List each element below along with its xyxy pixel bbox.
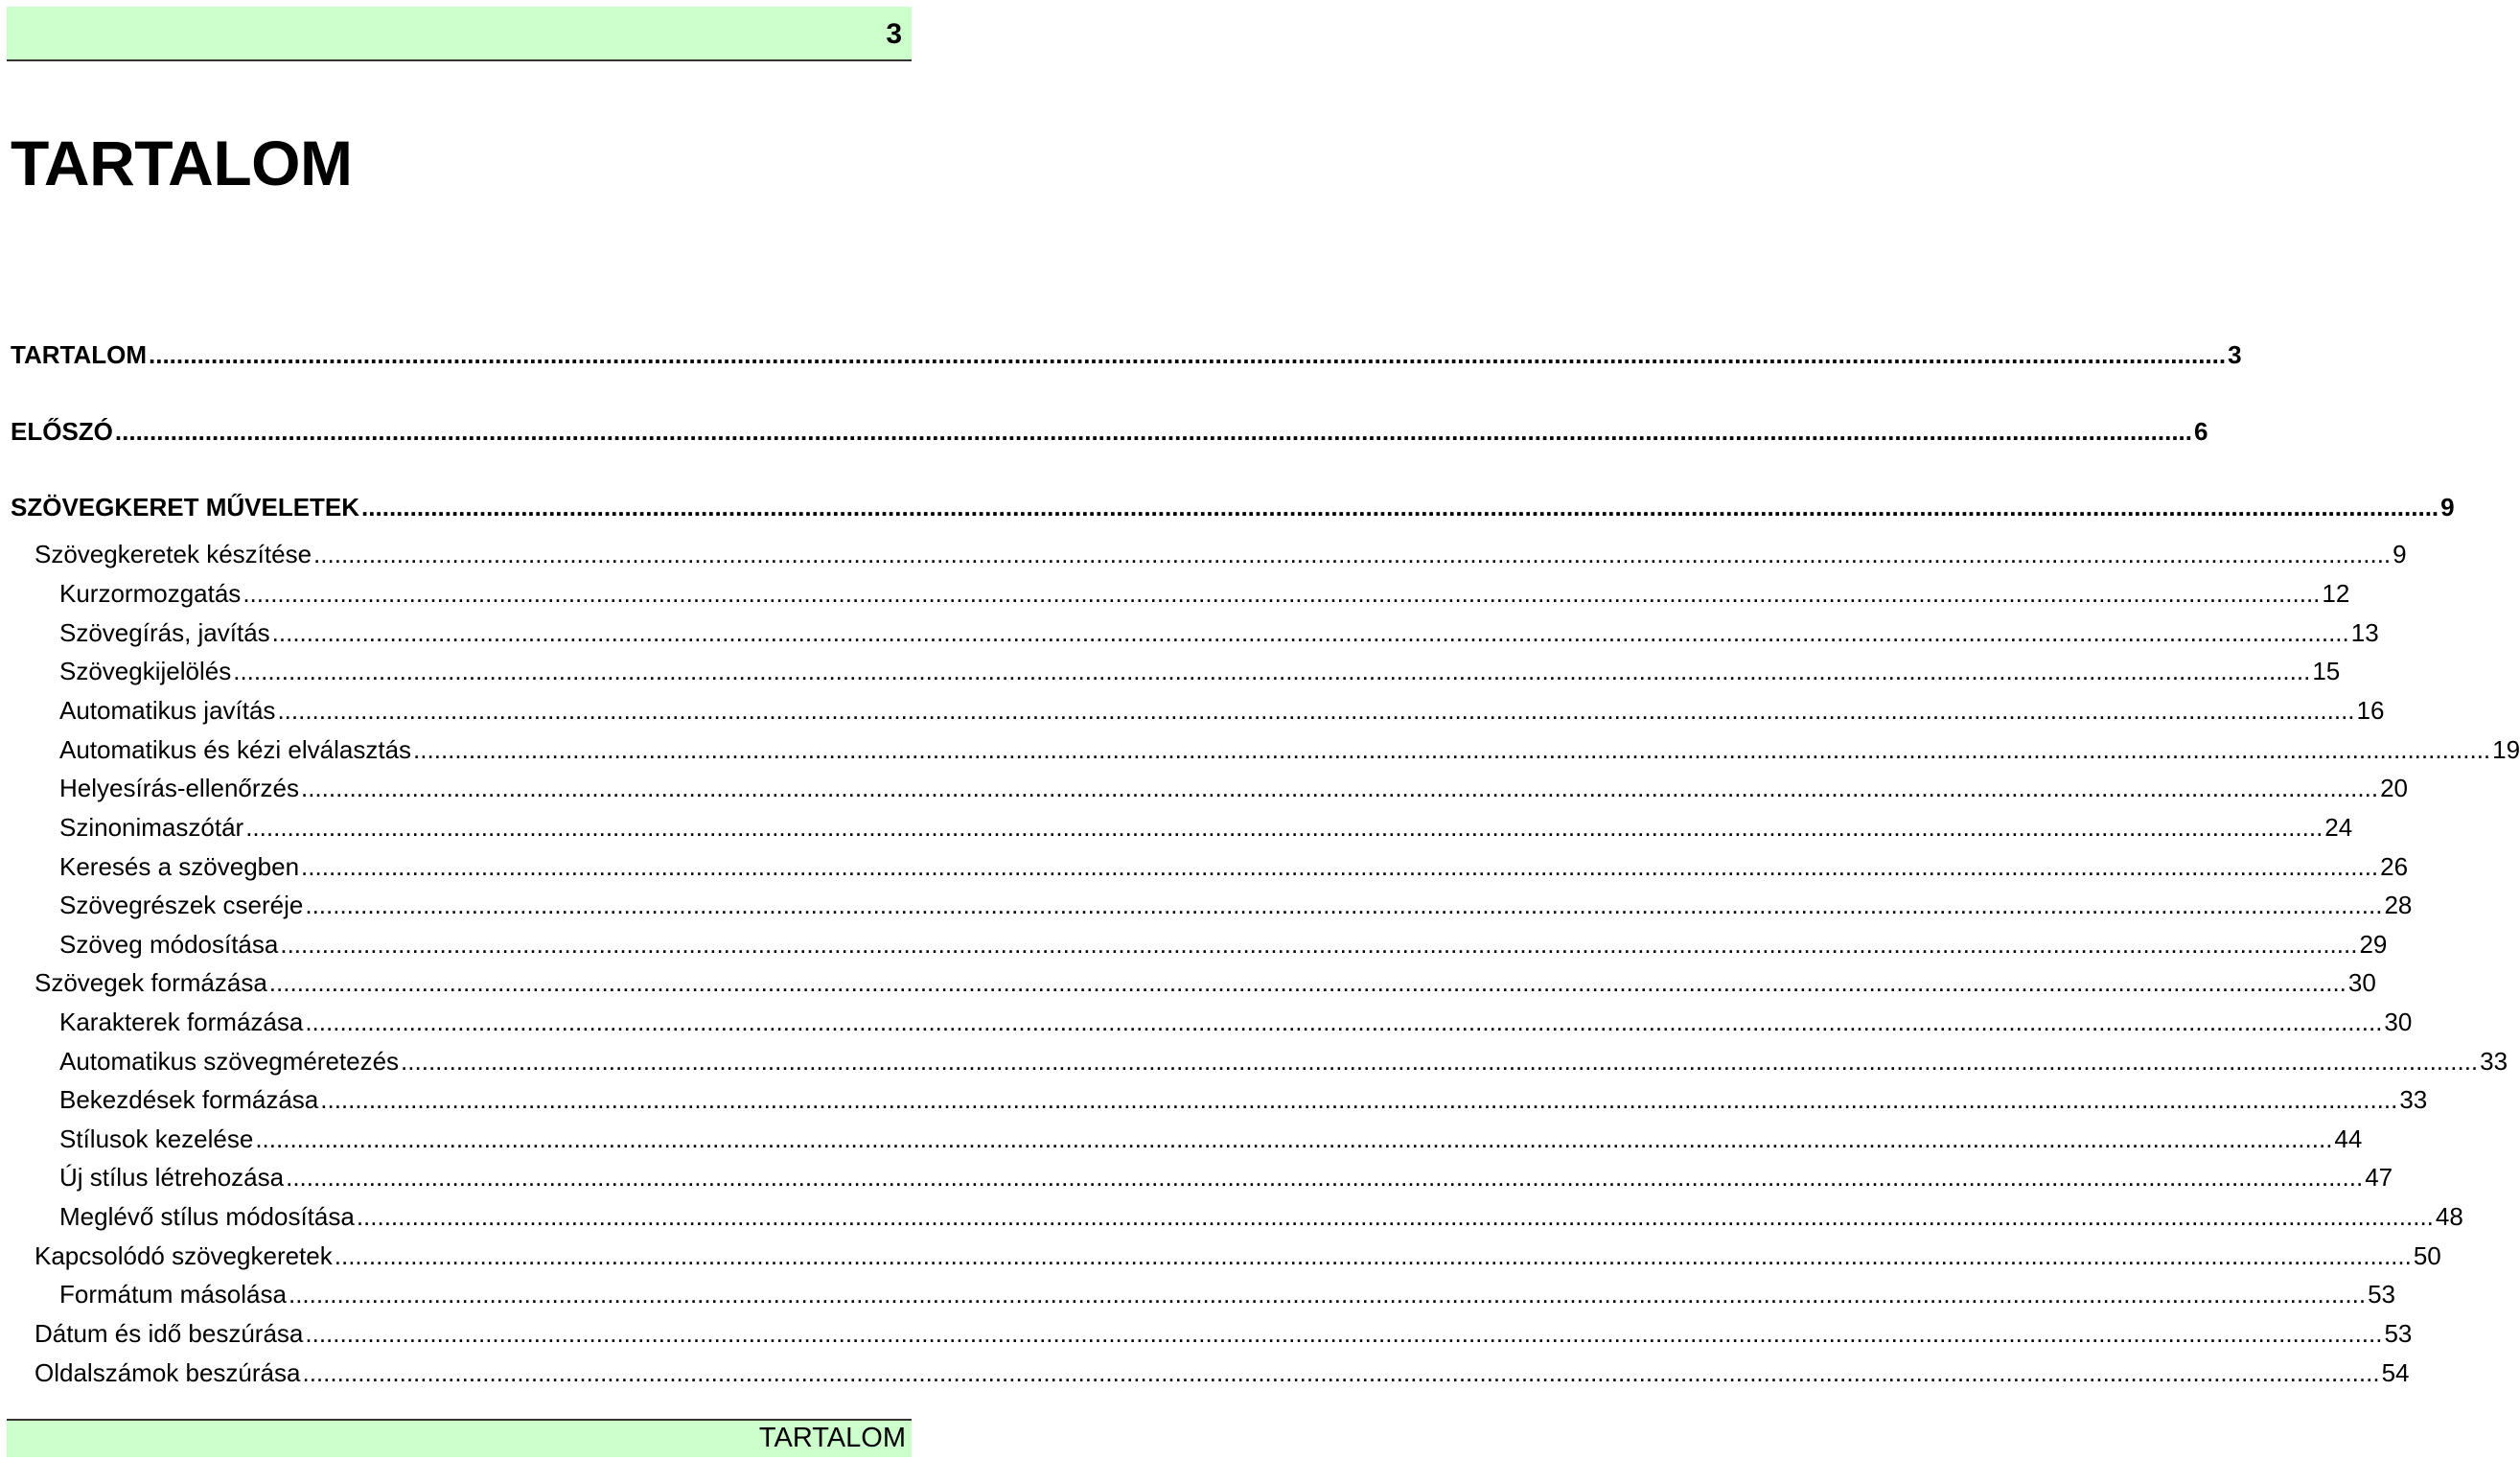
toc-entry-page-number: 53	[2368, 1280, 2395, 1309]
toc-entry-page-number: 30	[2384, 1008, 2413, 1036]
toc-entry-page-number: 26	[2380, 852, 2409, 881]
toc-dot-leader: ............................................................................................................................................................................................................................................................................................................	[301, 852, 2379, 881]
toc-entry[interactable]	[59, 1006, 2413, 1038]
toc-dot-leader: ............................................................................................................................................................................................................................................................................................................	[243, 579, 2321, 608]
page-footer	[7, 1419, 912, 1457]
toc-dot-leader: ............................................................................................................................................................................................................................................................................................................	[149, 340, 2227, 369]
toc-entry[interactable]	[59, 694, 2385, 727]
toc-dot-leader: ............................................................................................................................................................................................................................................................................................................	[302, 1358, 2380, 1387]
toc-dot-leader: ............................................................................................................................................................................................................................................................................................................	[413, 735, 2491, 764]
toc-entry[interactable]	[59, 1161, 2393, 1193]
toc-dot-leader: ............................................................................................................................................................................................................................................................................................................	[305, 891, 2383, 919]
toc-entry-title: Szöveg módosítása	[59, 930, 279, 959]
toc-entry-title: Stílusok kezelése	[59, 1124, 254, 1153]
toc-entry-title: ELŐSZÓ	[11, 417, 113, 446]
toc-entry-title: Automatikus és kézi elválasztás	[59, 735, 412, 764]
toc-dot-leader: ............................................................................................................................................................................................................................................................................................................	[305, 1319, 2383, 1348]
toc-entry[interactable]	[59, 1045, 2508, 1078]
toc-entry[interactable]	[59, 1278, 2395, 1310]
toc-entry-page-number: 20	[2380, 774, 2408, 802]
toc-entry[interactable]	[59, 577, 2350, 610]
toc-entry-page-number: 50	[2413, 1241, 2441, 1270]
toc-entry-title: TARTALOM	[11, 340, 147, 369]
toc-entry-page-number: 9	[2440, 493, 2455, 521]
page-title: TARTALOM	[11, 127, 353, 198]
toc-entry[interactable]	[35, 966, 2376, 999]
toc-entry-title: Automatikus szövegméretezés	[59, 1047, 400, 1076]
toc-entry-title: Formátum másolása	[59, 1280, 287, 1309]
toc-entry-page-number: 30	[2347, 968, 2376, 997]
toc-entry-page-number: 9	[2393, 540, 2407, 568]
toc-dot-leader: ............................................................................................................................................................................................................................................................................................................	[305, 1008, 2383, 1036]
toc-entry-page-number: 3	[2228, 340, 2242, 369]
toc-entry-page-number: 44	[2334, 1124, 2363, 1153]
toc-entry-title: Kurzormozgatás	[59, 579, 242, 608]
toc-entry[interactable]	[35, 1356, 2410, 1389]
toc-dot-leader: ............................................................................................................................................................................................................................................................................................................	[334, 1241, 2412, 1270]
toc-entry-title: Automatikus javítás	[59, 696, 276, 725]
toc-entry[interactable]	[35, 1240, 2441, 1272]
toc-entry[interactable]	[59, 733, 2520, 766]
toc-entry-page-number: 29	[2359, 930, 2388, 959]
toc-entry[interactable]	[59, 928, 2388, 961]
toc-dot-leader: ............................................................................................................................................................................................................................................................................................................	[114, 417, 2192, 446]
toc-entry-page-number: 54	[2381, 1358, 2410, 1387]
toc-entry[interactable]	[35, 1317, 2413, 1350]
toc-entry[interactable]	[59, 616, 2379, 649]
toc-entry-page-number: 24	[2324, 813, 2353, 842]
toc-entry[interactable]	[59, 811, 2353, 844]
toc-entry-title: Meglévő stílus módosítása	[59, 1202, 355, 1231]
toc-entry-page-number: 12	[2322, 579, 2350, 608]
toc-dot-leader: ............................................................................................................................................................................................................................................................................................................	[280, 930, 2358, 959]
toc-dot-leader: ............................................................................................................................................................................................................................................................................................................	[361, 493, 2439, 521]
footer-chapter-label: TARTALOM	[758, 1423, 906, 1453]
toc-dot-leader: ............................................................................................................................................................................................................................................................................................................	[255, 1124, 2333, 1153]
toc-entry-title: Bekezdések formázása	[59, 1085, 319, 1114]
toc-entry[interactable]	[11, 491, 2455, 523]
toc-entry[interactable]	[59, 850, 2409, 883]
toc-entry-title: Szövegírás, javítás	[59, 618, 270, 647]
toc-entry[interactable]	[59, 1200, 2463, 1233]
toc-entry-page-number: 53	[2384, 1319, 2413, 1348]
toc-entry[interactable]	[59, 1123, 2363, 1155]
toc-dot-leader: ............................................................................................................................................................................................................................................................................................................	[300, 774, 2379, 802]
toc-entry[interactable]	[35, 538, 2407, 570]
toc-entry[interactable]	[11, 338, 2242, 371]
toc-entry-page-number: 6	[2194, 417, 2208, 446]
toc-entry-page-number: 28	[2384, 891, 2413, 919]
toc-entry-title: Oldalszámok beszúrása	[35, 1358, 301, 1387]
toc-entry[interactable]	[59, 889, 2413, 921]
toc-entry-page-number: 33	[2399, 1085, 2428, 1114]
toc-entry-title: Új stílus létrehozása	[59, 1163, 285, 1192]
toc-entry-page-number: 48	[2435, 1202, 2463, 1231]
toc-entry-title: Kapcsolódó szövegkeretek	[35, 1241, 333, 1270]
toc-entry[interactable]	[59, 1083, 2428, 1116]
toc-dot-leader: ............................................................................................................................................................................................................................................................................................................	[245, 813, 2323, 842]
toc-dot-leader: ............................................................................................................................................................................................................................................................................................................	[313, 540, 2392, 568]
toc-dot-leader: ............................................................................................................................................................................................................................................................................................................	[356, 1202, 2434, 1231]
toc-entry[interactable]	[59, 772, 2408, 804]
toc-entry-title: Dátum és idő beszúrása	[35, 1319, 304, 1348]
toc-entry-title: Szövegek formázása	[35, 968, 267, 997]
toc-entry[interactable]	[11, 415, 2208, 448]
toc-dot-leader: ............................................................................................................................................................................................................................................................................................................	[401, 1047, 2479, 1076]
toc-entry-page-number: 13	[2350, 618, 2379, 647]
toc-dot-leader: ............................................................................................................................................................................................................................................................................................................	[268, 968, 2347, 997]
toc-dot-leader: ............................................................................................................................................................................................................................................................................................................	[271, 618, 2349, 647]
toc-dot-leader: ............................................................................................................................................................................................................................................................................................................	[233, 657, 2311, 685]
toc-entry[interactable]	[59, 655, 2341, 687]
toc-dot-leader: ............................................................................................................................................................................................................................................................................................................	[320, 1085, 2398, 1114]
toc-dot-leader: ............................................................................................................................................................................................................................................................................................................	[286, 1163, 2364, 1192]
toc-entry-page-number: 19	[2492, 735, 2520, 764]
toc-entry-page-number: 16	[2356, 696, 2385, 725]
page-number: 3	[886, 18, 902, 50]
toc-entry-title: SZÖVEGKERET MŰVELETEK	[11, 493, 360, 521]
toc-entry-title: Szinonimaszótár	[59, 813, 244, 842]
toc-entry-title: Helyesírás-ellenőrzés	[59, 774, 299, 802]
toc-entry-title: Karakterek formázása	[59, 1008, 304, 1036]
toc-dot-leader: ............................................................................................................................................................................................................................................................................................................	[288, 1280, 2367, 1309]
toc-entry-title: Szövegrészek cseréje	[59, 891, 304, 919]
toc-entry-title: Szövegkeretek készítése	[35, 540, 312, 568]
toc-entry-page-number: 47	[2365, 1163, 2393, 1192]
toc-dot-leader: ............................................................................................................................................................................................................................................................................................................	[277, 696, 2355, 725]
toc-entry-page-number: 15	[2312, 657, 2341, 685]
toc-entry-title: Szövegkijelölés	[59, 657, 232, 685]
toc-entry-title: Keresés a szövegben	[59, 852, 300, 881]
toc-entry-page-number: 33	[2480, 1047, 2508, 1076]
